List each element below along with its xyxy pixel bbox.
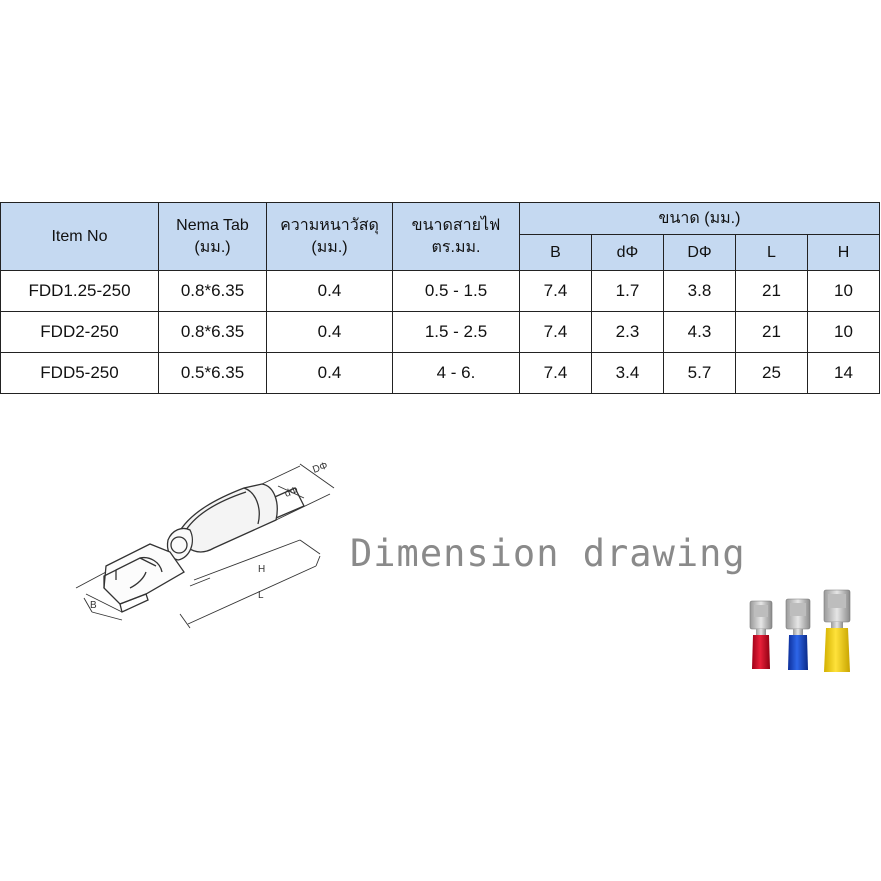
header-h: H	[808, 235, 880, 271]
cell-l: 25	[736, 353, 808, 394]
label-d-large: DΦ	[311, 460, 330, 476]
cell-d-large: 5.7	[664, 353, 736, 394]
cell-h: 10	[808, 312, 880, 353]
label-d-small: dΦ	[283, 484, 300, 500]
header-wire-size-unit: ตร.มม.	[431, 238, 481, 256]
header-d-small: dΦ	[592, 235, 664, 271]
cell-item: FDD2-250	[1, 312, 159, 353]
cell-d-small: 2.3	[592, 312, 664, 353]
yellow-terminal	[824, 590, 850, 672]
spec-table	[0, 202, 880, 394]
drawing-caption: Dimension drawing	[350, 532, 746, 575]
cell-tab: 0.8*6.35	[159, 312, 267, 353]
cell-item: FDD1.25-250	[1, 271, 159, 312]
red-terminal	[750, 601, 772, 669]
cell-b: 7.4	[520, 271, 592, 312]
header-thickness	[267, 203, 393, 271]
header-d-large: DΦ	[664, 235, 736, 271]
header-b: B	[520, 235, 592, 271]
cell-h: 10	[808, 271, 880, 312]
label-h: H	[258, 564, 266, 575]
header-nema-tab-label: Nema Tab	[176, 216, 249, 234]
blue-terminal	[786, 599, 810, 670]
header-item-no: Item No	[1, 203, 159, 271]
table-row	[1, 353, 880, 394]
header-nema-tab-unit: (มม.)	[194, 238, 231, 256]
label-l: L	[258, 590, 264, 601]
cell-wire: 1.5 - 2.5	[393, 312, 520, 353]
header-thickness-label: ความหนาวัสดุ	[280, 216, 379, 234]
cell-wire: 4 - 6.	[393, 353, 520, 394]
cell-l: 21	[736, 312, 808, 353]
cell-thickness: 0.4	[267, 271, 393, 312]
table-row	[1, 271, 880, 312]
header-nema-tab	[159, 203, 267, 271]
cell-b: 7.4	[520, 312, 592, 353]
cell-tab: 0.5*6.35	[159, 353, 267, 394]
header-dimensions: ขนาด (มม.)	[520, 203, 880, 235]
cell-d-small: 1.7	[592, 271, 664, 312]
cell-h: 14	[808, 353, 880, 394]
cell-d-large: 4.3	[664, 312, 736, 353]
cell-thickness: 0.4	[267, 312, 393, 353]
header-wire-size-label: ขนาดสายไฟ	[411, 216, 501, 234]
cell-item: FDD5-250	[1, 353, 159, 394]
cell-thickness: 0.4	[267, 353, 393, 394]
header-wire-size	[393, 203, 520, 271]
header-l: L	[736, 235, 808, 271]
cell-wire: 0.5 - 1.5	[393, 271, 520, 312]
cell-l: 21	[736, 271, 808, 312]
cell-tab: 0.8*6.35	[159, 271, 267, 312]
cell-d-large: 3.8	[664, 271, 736, 312]
table-row	[1, 312, 880, 353]
product-photo	[740, 585, 880, 680]
header-thickness-unit: (มม.)	[311, 238, 348, 256]
label-b: B	[90, 600, 97, 611]
cell-b: 7.4	[520, 353, 592, 394]
cell-d-small: 3.4	[592, 353, 664, 394]
